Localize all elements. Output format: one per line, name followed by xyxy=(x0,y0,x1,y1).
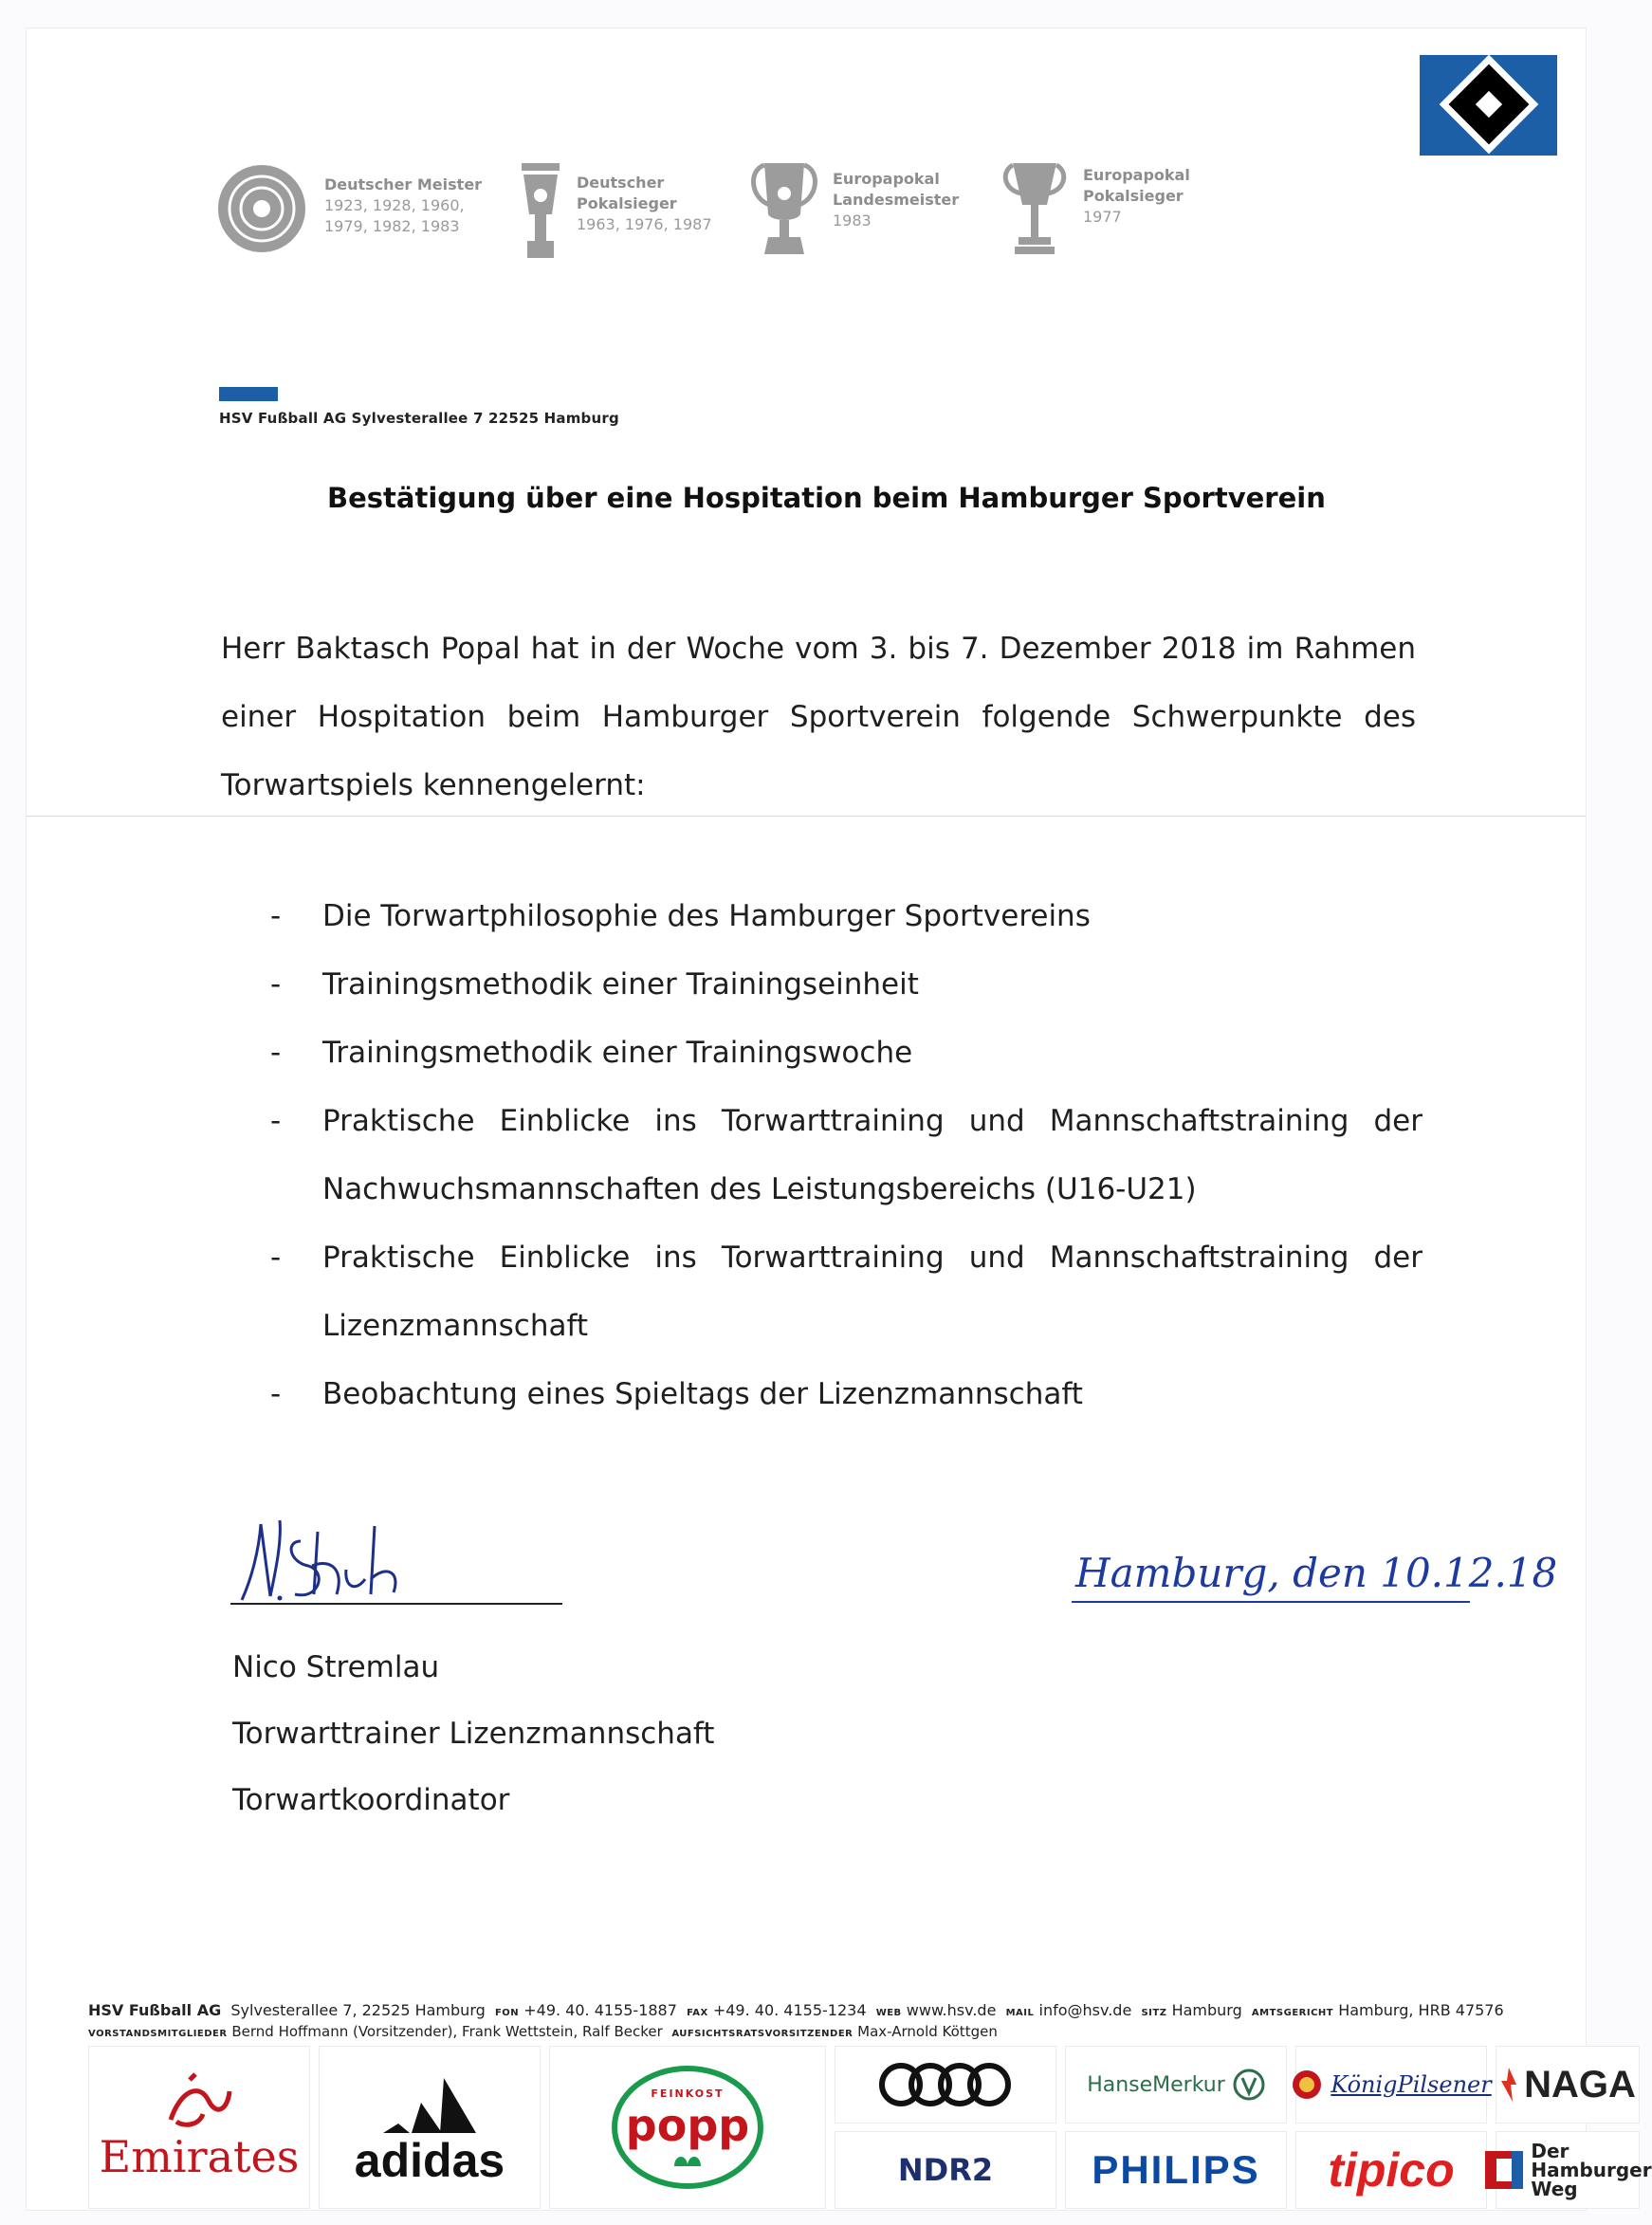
hsv-logo xyxy=(1420,55,1557,156)
koenig-wordmark: KönigPilsener xyxy=(1331,2071,1492,2098)
title-meister xyxy=(214,161,482,256)
list-item: - Praktische Einblicke ins Torwarttraining und Mannschaftstraining der Nachwuchsmannschaften des Leistungsbereichs (U16-U21) xyxy=(270,1087,1423,1223)
signatory-block xyxy=(232,1634,714,1833)
board-label: VORSTANDSMITGLIEDER xyxy=(88,2029,228,2039)
hamburger-weg-icon xyxy=(1483,2149,1525,2191)
title-label: Deutscher xyxy=(577,174,665,192)
title-pokal xyxy=(520,161,712,260)
sponsor-philips xyxy=(1065,2131,1287,2209)
title-label: Pokalsieger xyxy=(1083,187,1184,205)
sponsor-adidas xyxy=(319,2046,541,2209)
hhweg-line: Weg xyxy=(1531,2178,1578,2200)
naga-wordmark: NAGA xyxy=(1524,2063,1636,2105)
mail-link[interactable]: info@hsv.de xyxy=(1038,2001,1132,2019)
fon-label: FON xyxy=(494,2008,520,2018)
dfb-pokal-icon xyxy=(520,161,561,260)
hhweg-line: Der xyxy=(1531,2140,1569,2162)
title-landesmeister xyxy=(751,161,959,256)
signature-line xyxy=(230,1603,562,1605)
sponsor-hansemerkur xyxy=(1065,2046,1287,2124)
hhweg-line: Hamburger xyxy=(1531,2159,1652,2181)
fax-value: +49. 40. 4155-1234 xyxy=(712,2001,867,2019)
title-years: 1979, 1982, 1983 xyxy=(324,217,460,235)
title-label: Europapokal xyxy=(833,170,940,188)
title-label: Europapokal xyxy=(1083,166,1190,184)
place-date-underline xyxy=(1072,1601,1470,1603)
popp-small: FEINKOST xyxy=(651,2087,725,2100)
sponsor-hamburger-weg xyxy=(1496,2131,1652,2209)
koenig-crest-icon xyxy=(1291,2069,1323,2101)
sender-address: HSV Fußball AG Sylvesterallee 7 22525 Hamburg xyxy=(219,410,619,427)
list-item: - Praktische Einblicke ins Torwarttraining und Mannschaftstraining der Lizenzmannschaft xyxy=(270,1223,1423,1360)
board-value: Bernd Hoffmann (Vorsitzender), Frank Wettstein, Ralf Becker xyxy=(231,2023,663,2040)
place-date-text: Hamburg, den 10.12.18 xyxy=(1075,1550,1558,1596)
signatory-name: Nico Stremlau xyxy=(232,1650,440,1684)
signatory-role: Torwarttrainer Lizenzmannschaft xyxy=(232,1717,715,1751)
intro-text: Herr Baktasch Popal hat in der Woche vom 3. bis 7. Dezember 2018 im Rahmen einer Hospitation beim Hamburger Sportverein folgende Schwerpunkte des Torwartspiels kennengelernt: xyxy=(221,632,1416,802)
title-years: 1963, 1976, 1987 xyxy=(577,215,712,233)
leaf-icon xyxy=(669,2151,707,2168)
sender-bar xyxy=(219,387,278,401)
meisterschale-icon xyxy=(214,161,309,256)
hamburger-weg-wordmark xyxy=(1531,2142,1651,2198)
audi-rings-icon xyxy=(874,2061,1017,2108)
signatory-role: Torwartkoordinator xyxy=(232,1783,510,1817)
court-label: AMTSGERICHT xyxy=(1251,2008,1334,2018)
sponsor-bar xyxy=(88,2046,1652,2207)
sitz-value: Hamburg xyxy=(1171,2001,1242,2019)
sponsor-emirates xyxy=(88,2046,310,2209)
court-value: Hamburg, HRB 47576 xyxy=(1338,2001,1504,2019)
sitz-label: SITZ xyxy=(1141,2008,1167,2018)
topic-list xyxy=(270,882,1423,1428)
champions-cup-icon xyxy=(751,161,817,256)
sponsor-ndr2 xyxy=(835,2131,1056,2209)
title-years: 1983 xyxy=(833,211,872,230)
footer-address: Sylvesterallee 7, 22525 Hamburg xyxy=(230,2001,486,2019)
philips-wordmark: PHILIPS xyxy=(1092,2147,1260,2192)
list-item: - Trainingsmethodik einer Trainingseinheit xyxy=(270,950,1423,1019)
fax-label: FAX xyxy=(687,2008,708,2018)
hansemerkur-icon xyxy=(1233,2069,1265,2101)
emirates-wordmark: Emirates xyxy=(99,2131,300,2182)
web-label: WEB xyxy=(875,2008,902,2018)
chair-value: Max-Arnold Köttgen xyxy=(857,2023,998,2040)
mail-label: MAIL xyxy=(1005,2008,1035,2018)
fon-value: +49. 40. 4155-1887 xyxy=(523,2001,677,2019)
adidas-wordmark: adidas xyxy=(354,2134,505,2187)
sponsor-popp xyxy=(549,2046,826,2209)
handwritten-signature xyxy=(232,1513,460,1608)
title-label: Landesmeister xyxy=(833,191,960,209)
document-heading: Bestätigung über eine Hospitation beim Hamburger Sportverein xyxy=(327,482,1326,514)
handwritten-place-date xyxy=(1070,1541,1558,1617)
title-cupsieger xyxy=(1001,161,1190,256)
title-label: Deutscher Meister xyxy=(324,175,483,193)
intro-paragraph xyxy=(221,615,1416,819)
ndr2-wordmark: NDR2 xyxy=(897,2152,994,2188)
list-item: - Die Torwartphilosophie des Hamburger Sportvereins xyxy=(270,882,1423,950)
diamond-icon xyxy=(1449,64,1530,145)
footer-contact xyxy=(88,2001,1504,2019)
adidas-stripes-icon xyxy=(377,2067,482,2133)
footer-board xyxy=(88,2023,998,2040)
title-years: 1923, 1928, 1960, xyxy=(324,196,465,214)
sponsor-koenig xyxy=(1295,2046,1492,2124)
sponsor-audi xyxy=(835,2046,1056,2124)
sponsor-tipico xyxy=(1295,2131,1487,2209)
sponsor-naga xyxy=(1496,2046,1640,2124)
emirates-arabic-logo xyxy=(161,2072,237,2131)
naga-flame-icon xyxy=(1499,2066,1518,2104)
title-label: Pokalsieger xyxy=(577,194,677,212)
list-item: - Trainingsmethodik einer Trainingswoche xyxy=(270,1019,1423,1087)
web-link[interactable]: www.hsv.de xyxy=(906,2001,997,2019)
popp-wordmark: popp xyxy=(625,2099,750,2151)
title-years: 1977 xyxy=(1083,208,1122,226)
cup-winners-cup-icon xyxy=(1001,161,1068,256)
chair-label: AUFSICHTSRATSVORSITZENDER xyxy=(671,2029,854,2039)
hansemerkur-wordmark: HanseMerkur xyxy=(1087,2072,1225,2097)
footer-company: HSV Fußball AG xyxy=(88,2001,222,2019)
popp-badge xyxy=(612,2066,763,2189)
list-item: - Beobachtung eines Spieltags der Lizenzmannschaft xyxy=(270,1360,1423,1428)
tipico-wordmark: tipico xyxy=(1328,2143,1455,2197)
